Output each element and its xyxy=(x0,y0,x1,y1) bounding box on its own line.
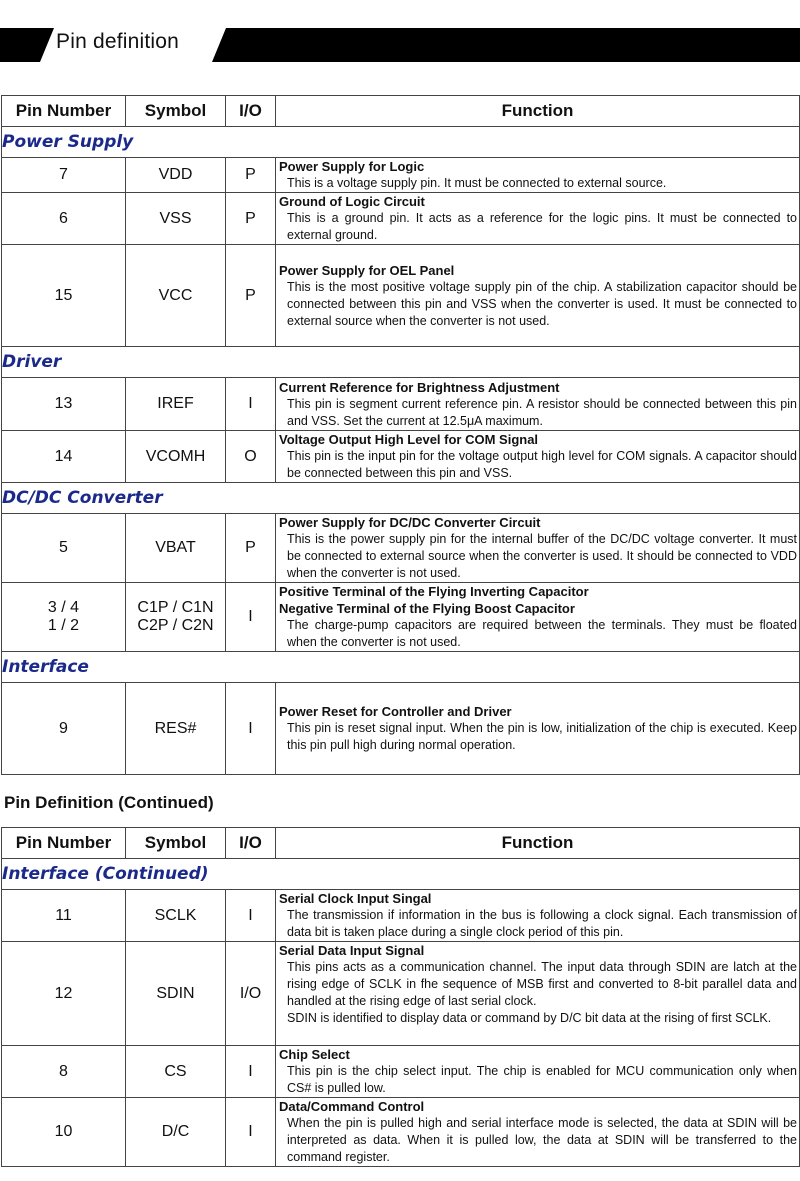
table-header-row xyxy=(2,828,800,859)
function-title-2: Negative Terminal of the Flying Boost Capacitor xyxy=(279,601,575,616)
function-title: Data/Command Control xyxy=(279,1099,425,1114)
col-pin-number: Pin Number xyxy=(2,828,126,859)
symbol: SDIN xyxy=(126,942,226,1046)
pin-number: 11 xyxy=(2,890,126,942)
symbol: VSS xyxy=(126,193,226,245)
symbol: VCOMH xyxy=(126,431,226,483)
symbol: RES# xyxy=(126,683,226,775)
pin-number: 15 xyxy=(2,245,126,347)
function-title: Serial Clock Input Singal xyxy=(279,891,432,906)
col-symbol: Symbol xyxy=(126,828,226,859)
function-cell xyxy=(276,1098,800,1167)
io-type: I xyxy=(226,378,276,431)
table-row xyxy=(2,158,800,193)
function-cell xyxy=(276,378,800,431)
table-row xyxy=(2,1046,800,1098)
function-cell xyxy=(276,245,800,347)
symbol: D/C xyxy=(126,1098,226,1167)
table-row xyxy=(2,245,800,347)
function-title: Voltage Output High Level for COM Signal xyxy=(279,432,539,447)
function-title: Current Reference for Brightness Adjustment xyxy=(279,379,560,395)
table-header-row xyxy=(2,96,800,127)
function-title: Power Reset for Controller and Driver xyxy=(279,704,512,719)
function-title: Power Supply for DC/DC Converter Circuit xyxy=(279,515,541,530)
io-type: P xyxy=(226,514,276,583)
function-desc: This pin is reset signal input. When the pin is low, initialization of the chip is executed. Keep this pin pull high during normal operation. xyxy=(287,721,797,752)
pin-number: 5 xyxy=(2,514,126,583)
function-title: Chip Select xyxy=(279,1047,350,1062)
io-type: P xyxy=(226,245,276,347)
col-io: I/O xyxy=(226,96,276,127)
io-type: O xyxy=(226,431,276,483)
io-type: P xyxy=(226,193,276,245)
function-desc: The charge-pump capacitors are required between the terminals. They must be floated when the converter is not used. xyxy=(287,618,797,649)
function-desc: When the pin is pulled high and serial interface mode is selected, the data at SDIN will be interpreted as data. When it is pulled low, the data at SDIN will be transferred to the command register. xyxy=(287,1116,797,1164)
symbol: SCLK xyxy=(126,890,226,942)
function-cell xyxy=(276,514,800,583)
symbol: VBAT xyxy=(126,514,226,583)
function-cell xyxy=(276,193,800,245)
function-cell xyxy=(276,431,800,483)
function-cell xyxy=(276,583,800,652)
pin-number: 10 xyxy=(2,1098,126,1167)
function-desc-2: SDIN is identified to display data or command by D/C bit data at the rising of first SCLK. xyxy=(287,1011,772,1025)
function-desc: This is a voltage supply pin. It must be connected to external source. xyxy=(287,176,667,190)
section-row xyxy=(2,127,800,158)
pin-number: 13 xyxy=(2,378,126,431)
function-desc: This pin is the input pin for the voltage output high level for COM signals. A capacitor should be connected between this pin and VSS. xyxy=(287,449,797,480)
pin-number: 9 xyxy=(2,683,126,775)
col-io: I/O xyxy=(226,828,276,859)
pin-number: 14 xyxy=(2,431,126,483)
function-title: Ground of Logic Circuit xyxy=(279,194,425,209)
function-desc: This pins acts as a communication channel. The input data through SDIN are latch at the rising edge of SCLK in fhe sequence of MSB first and converted to 8-bit parallel data and handled at the rising edge of last serial clock. xyxy=(287,960,797,1008)
io-type: I xyxy=(226,583,276,652)
table-row xyxy=(2,942,800,1046)
section-title: Interface (Continued) xyxy=(2,859,800,890)
pin-number: 3 / 4 1 / 2 xyxy=(2,583,126,652)
col-symbol: Symbol xyxy=(126,96,226,127)
section-row xyxy=(2,483,800,514)
symbol: VDD xyxy=(126,158,226,193)
function-desc: This pin is segment current reference pin. A resistor should be connected between this pin and VSS. Set the current at 12.5μA maximum. xyxy=(287,396,797,428)
section-title: Interface xyxy=(2,652,800,683)
function-desc: This is a ground pin. It acts as a reference for the logic pins. It must be connected to external ground. xyxy=(287,211,797,242)
function-title: Positive Terminal of the Flying Inverting Capacitor xyxy=(279,584,589,599)
col-function: Function xyxy=(276,96,800,127)
function-desc: The transmission if information in the bus is following a clock signal. Each transmission of data bit is taken place during a single clock period of this pin. xyxy=(287,908,797,939)
io-type: I xyxy=(226,683,276,775)
function-title: Serial Data Input Signal xyxy=(279,943,425,958)
io-type: P xyxy=(226,158,276,193)
pin-number: 8 xyxy=(2,1046,126,1098)
table-row xyxy=(2,583,800,652)
section-title: DC/DC Converter xyxy=(2,483,800,514)
function-title: Power Supply for OEL Panel xyxy=(279,262,455,278)
pin-number: 6 xyxy=(2,193,126,245)
io-type: I/O xyxy=(226,942,276,1046)
section-row xyxy=(2,859,800,890)
pin-number: 7 xyxy=(2,158,126,193)
col-function: Function xyxy=(276,828,800,859)
col-pin-number: Pin Number xyxy=(2,96,126,127)
table-row xyxy=(2,1098,800,1167)
function-desc: This is the most positive voltage supply pin of the chip. A stabilization capacitor should be connected between this pin and VSS when the converter is used. It must be connected to external source when the converter is not used. xyxy=(287,279,797,328)
table-row xyxy=(2,193,800,245)
pin-number: 12 xyxy=(2,942,126,1046)
function-cell xyxy=(276,683,800,775)
function-desc: This pin is the chip select input. The chip is enabled for MCU communication only when CS# is pulled low. xyxy=(287,1064,797,1095)
pin-table-continued xyxy=(1,827,800,1167)
symbol: VCC xyxy=(126,245,226,347)
section-title: Driver xyxy=(2,347,800,378)
pin-table xyxy=(1,95,800,775)
function-cell xyxy=(276,1046,800,1098)
function-desc: This is the power supply pin for the internal buffer of the DC/DC voltage converter. It must be connected to external source when the converter is used. It should be connected to VDD when the converter is not used. xyxy=(287,532,797,580)
symbol: IREF xyxy=(126,378,226,431)
io-type: I xyxy=(226,1046,276,1098)
symbol: CS xyxy=(126,1046,226,1098)
function-cell xyxy=(276,890,800,942)
header-bar xyxy=(0,28,800,62)
section-row xyxy=(2,652,800,683)
section-row xyxy=(2,347,800,378)
table-row xyxy=(2,890,800,942)
table-row xyxy=(2,378,800,431)
function-title: Power Supply for Logic xyxy=(279,159,425,174)
continued-heading: Pin Definition (Continued) xyxy=(4,793,214,812)
symbol: C1P / C1N C2P / C2N xyxy=(126,583,226,652)
io-type: I xyxy=(226,890,276,942)
section-title: Power Supply xyxy=(2,127,800,158)
function-cell xyxy=(276,158,800,193)
table-row xyxy=(2,683,800,775)
page-title: Pin definition xyxy=(56,30,180,53)
function-cell xyxy=(276,942,800,1046)
table-row xyxy=(2,514,800,583)
io-type: I xyxy=(226,1098,276,1167)
table-row xyxy=(2,431,800,483)
